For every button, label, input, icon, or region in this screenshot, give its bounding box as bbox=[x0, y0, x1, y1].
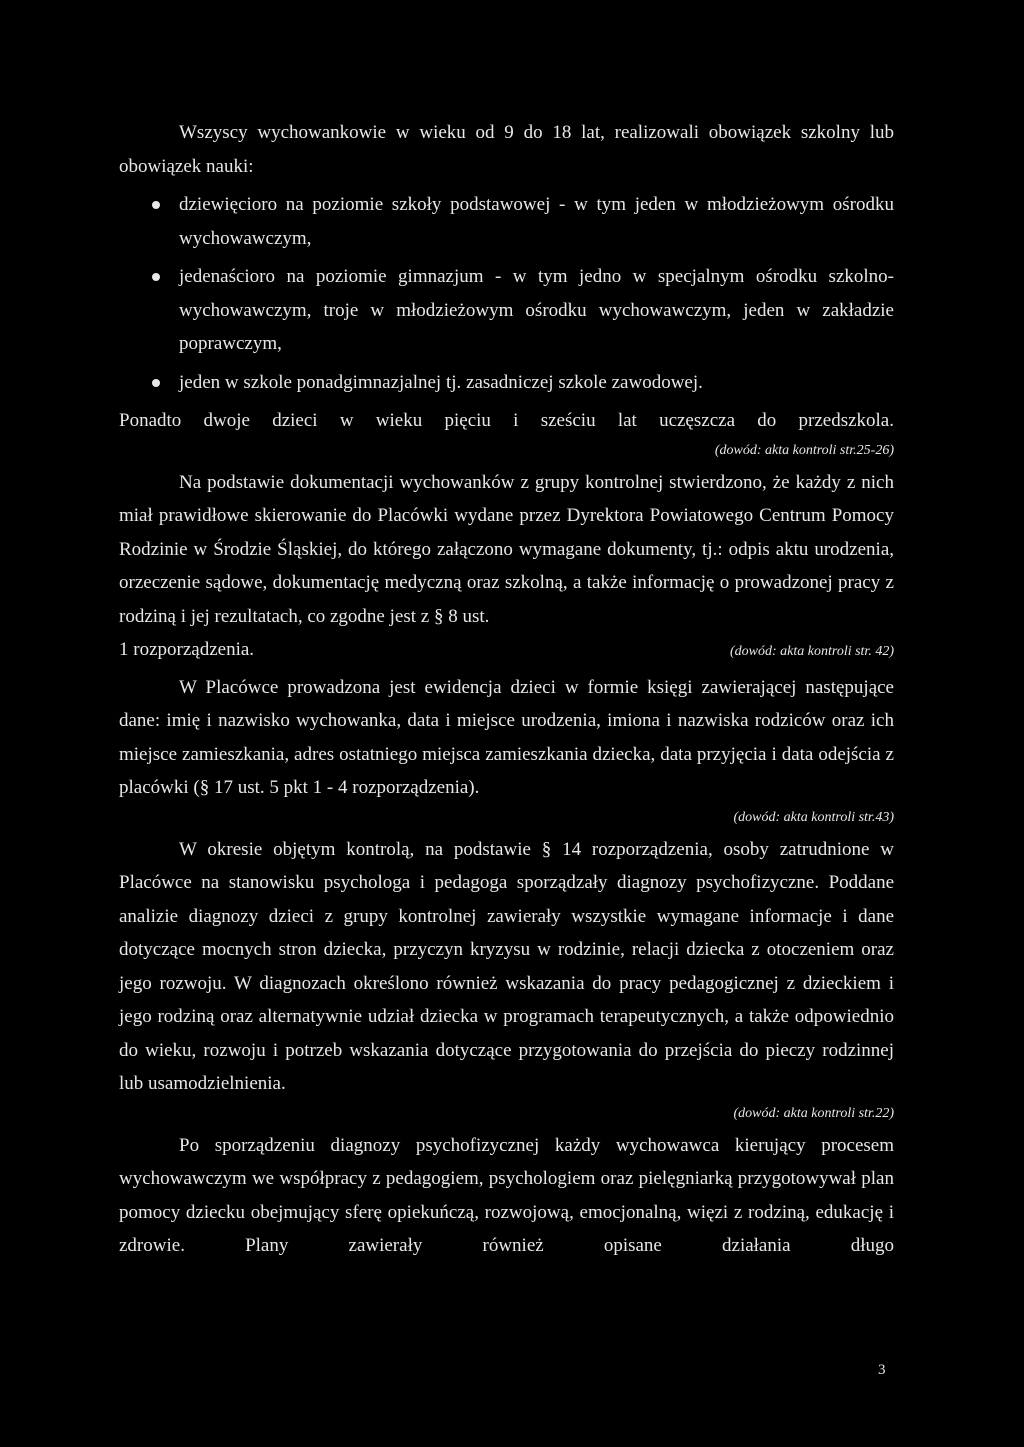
paragraph-fragment: 1 rozporządzenia. bbox=[119, 639, 255, 660]
paragraph-referrals: Na podstawie dokumentacji wychowanków z grupy kontrolnej stwierdzono, że każdy z nich miał prawidłowe skierowanie do Placówki wydane przez Dyrektora Powiatowego Centrum Pomocy Rodzinie w Środzie Śląskiej, do którego załączono wymagane dokumenty, tj.: odpis aktu urodzenia, orzeczenie sądowe, dokumentację medyczną oraz szkolną, a także informację o prowadzonej pracy z rodziną i jej rezultatach, co zgodne jest z § 8 ust. bbox=[119, 471, 894, 627]
list-item-text: dziewięcioro na poziomie szkoły podstawowej - w tym jeden w młodzieżowym ośrodku wychowawczym, bbox=[179, 194, 894, 249]
list-item bbox=[119, 366, 894, 400]
bullet-icon bbox=[152, 379, 160, 387]
citation-evidence: (dowód: akta kontroli str.43) bbox=[733, 809, 894, 825]
citation-evidence: (dowód: akta kontroli str.25-26) bbox=[714, 442, 894, 458]
list-item bbox=[119, 188, 894, 255]
document-body bbox=[119, 116, 894, 1263]
paragraph-register: W Placówce prowadzona jest ewidencja dzieci w formie księgi zawierającej następujące dane: imię i nazwisko wychowanka, data i miejsce urodzenia, imiona i nazwiska rodziców oraz ich miejsce zamieszkania, adres ostatniego miejsca zamieszkania dziecka, data przyjęcia i data odejścia z placówki (§ 17 ust. 5 pkt 1 - 4 rozporządzenia). bbox=[119, 676, 894, 798]
list-item-text: jedenaścioro na poziomie gimnazjum - w tym jedno w specjalnym ośrodku szkolno-wychowawczym, troje w młodzieżowym ośrodku wychowawczym, jeden w zakładzie poprawczym, bbox=[179, 266, 894, 354]
paragraph-obligation: Wszyscy wychowankowie w wieku od 9 do 18 lat, realizowali obowiązek szkolny lub obowiązek nauki: bbox=[119, 122, 894, 177]
list-item bbox=[119, 260, 894, 361]
education-level-list bbox=[119, 188, 894, 399]
paragraph-support-plan: Po sporządzeniu diagnozy psychofizycznej każdy wychowawca kierujący procesem wychowawczym we współpracy z pedagogiem, psychologiem oraz pielęgniarką przygotowywał plan pomocy dziecku obejmujący sferę opiekuńczą, rozwojową, emocjonalną, więzi z rodziną, edukację i zdrowie. Plany zawierały również opisane działania długo bbox=[119, 1134, 894, 1256]
bullet-icon bbox=[152, 201, 160, 209]
bullet-icon bbox=[152, 273, 160, 281]
citation-evidence: (dowód: akta kontroli str.22) bbox=[733, 1105, 894, 1121]
page-number: 3 bbox=[878, 1362, 886, 1378]
paragraph-referrals-last-line bbox=[119, 633, 894, 669]
list-item-text: jeden w szkole ponadgimnazjalnej tj. zasadniczej szkole zawodowej. bbox=[179, 371, 703, 393]
paragraph-preschool: Ponadto dwoje dzieci w wieku pięciu i sześciu lat uczęszcza do przedszkola. bbox=[119, 410, 894, 431]
citation-evidence: (dowód: akta kontroli str. 42) bbox=[730, 644, 894, 659]
paragraph-diagnoses: W okresie objętym kontrolą, na podstawie § 14 rozporządzenia, osoby zatrudnione w Placówce na stanowisku psychologa i pedagoga sporządzały diagnozy psychofizyczne. Poddane analizie diagnozy dzieci z grupy kontrolnej zawierały wszystkie wymagane informacje i dane dotyczące mocnych stron dziecka, przyczyn kryzysu w rodzinie, relacji dziecka z otoczeniem oraz jego rozwoju. W diagnozach określono również wskazania do pracy pedagogicznej z dzieckiem i jego rodziną oraz alternatywnie udział dziecka w programach terapeutycznych, a także odpowiednio do wieku, rozwoju i potrzeb wskazania dotyczące przygotowania do przejścia do pieczy rodzinnej lub usamodzielnienia. bbox=[119, 838, 894, 1094]
